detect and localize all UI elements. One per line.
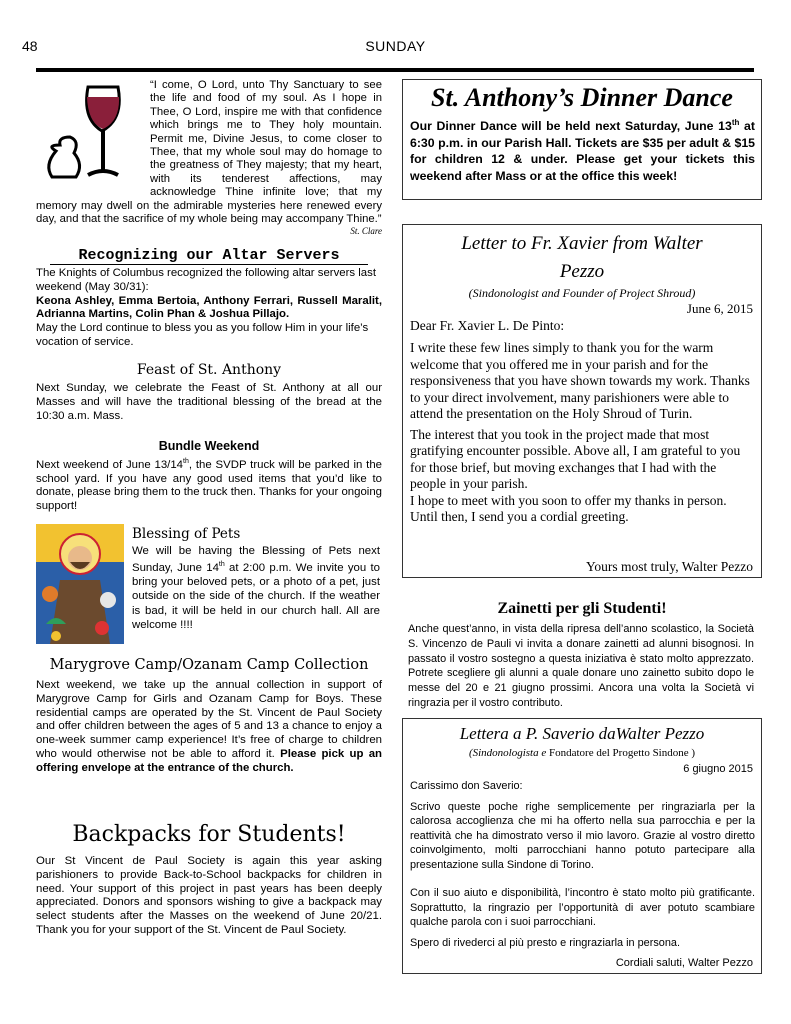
prayer-text: “I come, O Lord, unto Thy Sanctuary to see the life and food of my soul. As I hope in Thee, O Lord, inspire me with that confidence which brings me to They holy mountain. Permit me, Divine Jesus, to come closer to Thee, that my whole soul may do homage to the greatness of They majesty; that my heart, with its tenderest affections, may acknowledge Thine infinite love; that my memory may dwell on the admirable mysteries here renewed every day, and that the sacrifice of my whole being may accompany Thine.”: [36, 79, 382, 226]
letter-english-p1: I write these few lines simply to thank you for the warm welcome that you offered me in your parish and for the responsiveness that you have shown towards my work. Thanks to your direct involvement, many parishioners were able to attend the presentation on the Holy Shroud of Turin.: [410, 340, 750, 421]
altar-servers-body: [36, 267, 382, 350]
pets-heading: Blessing of Pets: [132, 526, 241, 542]
dinner-dance-text-b: at 6:30 p.m. in our Parish Hall. Tickets are $35 per adult & $15 for children 12 & under. Please get your tickets this weekend after Mass or at the office this week!: [410, 119, 755, 183]
letter-italian-box: [402, 718, 762, 974]
altar-servers-names: Keona Ashley, Emma Bertoia, Anthony Ferrari, Russell Maralit, Adrianna Martins, Colin Phan & Joshua Pillajo.: [36, 294, 382, 321]
saint-francis-illustration: [36, 524, 124, 644]
letter-english-title: Letter to Fr. Xavier from Walter Pezzo: [461, 233, 703, 282]
letter-english-body: [410, 340, 755, 526]
saint-francis-icon: [36, 524, 124, 644]
pets-body: [132, 544, 380, 632]
pets-text-a: We will be having the Blessing of Pets next Sunday, June 14: [132, 545, 380, 574]
letter-english-box: [402, 224, 762, 578]
letter-italian-date: 6 giugno 2015: [683, 763, 753, 775]
camp-heading: Marygrove Camp/Ozanam Camp Collection: [49, 657, 369, 673]
bundle-text-sup: th: [183, 458, 189, 465]
letter-english-subtitle: (Sindonologist and Founder of Project Shroud): [468, 286, 696, 300]
letter-italian-subtitle-plain: Fondatore del Progetto Sindone ): [549, 747, 696, 759]
camp-body: [36, 679, 382, 776]
header-rule: [36, 68, 754, 72]
letter-italian-title: Lettera a P. Saverio daWalter Pezzo: [459, 724, 705, 743]
dinner-dance-title: St. Anthony’s Dinner Dance: [431, 83, 733, 112]
chalice-icon: [36, 79, 148, 187]
letter-italian-salutation: Carissimo don Saverio:: [410, 780, 523, 792]
dinner-dance-box: [402, 79, 762, 200]
feast-body: Next Sunday, we celebrate the Feast of St. Anthony at all our Masses and will have the traditional blessing of the bread at the 10:30 a.m. Mass.: [36, 382, 382, 422]
bundle-text-a: Next weekend of June 13/14: [36, 458, 184, 471]
letter-english-closing: Yours most truly, Walter Pezzo: [585, 559, 753, 574]
altar-servers-closing: May the Lord continue to bless you as you follow Him in your life’s vocation of service.: [36, 322, 369, 348]
feast-heading: Feast of St. Anthony: [136, 362, 282, 378]
pets-text-sup: th: [218, 561, 225, 569]
letter-italian-subtitle-italic: (Sindonologista e: [468, 747, 549, 759]
letter-italian-closing: Cordiali saluti, Walter Pezzo: [615, 957, 753, 969]
zainetti-heading: Zainetti per gli Studenti!: [497, 600, 667, 617]
camp-text: Next weekend, we take up the annual collection in support of Marygrove Camp for Girls and Ozanam Camp for Boys. These residential camps are operated by the St. Vincent de Paul Society and offer children between the ages of 5 and 13 a chance to enjoy a one-week summer camp experience! It’s free of charge to children who would otherwise not be able to afford it.: [36, 679, 382, 760]
altar-servers-intro: The Knights of Columbus recognized the following altar servers last weekend (May 30/31):: [36, 267, 376, 293]
backpacks-heading: Backpacks for Students!: [72, 822, 346, 847]
prayer-block: [36, 79, 382, 237]
chalice-illustration: [36, 79, 150, 187]
letter-italian-p1: Scrivo queste poche righe semplicemente per ringraziarla per la calorosa accoglienza che mi ha offerto nella sua parrocchia e per la reattività che ha dimostrato verso il mio lavoro. Grazie al vostro diretto coinvolgimento, molti parrocchiani hanno potuto partecipare alla presentazione sulla Sindone di Torino.: [410, 800, 755, 871]
letter-english-p2: The interest that you took in the project made that most gratifying encounter possible. Above all, I am grateful to you for those brief, but moving exchanges that I had with the people in your parish.: [410, 426, 741, 491]
page-title: SUNDAY: [365, 38, 426, 54]
pets-text-b: at 2:00 p.m. We invite you to bring your beloved pets, or a photo of a pet, just outside on the side of the church. If the weather is bad, it will be held in our church hall. All are welcome !!!!: [132, 562, 380, 631]
dinner-dance-text-sup: th: [731, 118, 740, 127]
dinner-dance-text-a: Our Dinner Dance will be held next Saturday, June 13: [410, 119, 732, 134]
camp-text-bold: Please pick up an offering envelope at the entrance of the church.: [36, 747, 382, 774]
letter-english-p3: I hope to meet with you soon to offer my thanks in person. Until then, I send you a cordial greeting.: [410, 492, 727, 524]
letter-italian-subtitle: [403, 747, 761, 759]
backpacks-body: Our St Vincent de Paul Society is again this year asking parishioners to provide Back-to-School backpacks for children in need. Your support of this project in past years has been deeply appreciated. Donors and sponsors wishing to give a backpack may select students after the Masses on the weekend of June 20/21. Thank you for your support of the St. Vincent de Paul Society.: [36, 855, 382, 936]
dinner-dance-body: [410, 115, 755, 184]
letter-italian-body: [410, 779, 755, 950]
letter-italian-p2: Con il suo aiuto e disponibilità, l’incontro è stato molto più gratificante. Soprattutto, la ringrazio per l’opportunità di aver potuto scambiare qualche parola con i suoi parrocchiani.: [410, 887, 755, 928]
altar-servers-underline: [50, 264, 368, 265]
prayer-attribution: St. Clare: [350, 226, 382, 237]
zainetti-body: Anche quest’anno, in vista della ripresa dell’anno scolastico, la Società S. Vincenzo de Pauli vi invita a donare zainetti ad alunni bisognosi. In passato il vostro sostegno a questa iniziativa è stato molto apprezzato. Potrete scegliere gli alunni a quale donare uno zainetto subito dopo le messe del 20 e 21 giugno prossimi. Ancora una volta la Società vi ringrazia per il vostro contributo.: [408, 623, 754, 709]
bundle-body: [36, 455, 382, 514]
letter-italian-p3: Spero di rivederci al più presto e ringraziarla in persona.: [410, 936, 680, 949]
bundle-text-b: , the SVDP truck will be parked in the school yard. If you have any good used items that you’d like to donate, please bring them to the truck then. Thanks for your ongoing support!: [36, 458, 382, 513]
letter-english-date: June 6, 2015: [686, 301, 753, 316]
page-number: 48: [22, 38, 38, 54]
altar-servers-heading: Recognizing our Altar Servers: [78, 247, 340, 264]
bundle-heading: Bundle Weekend: [158, 439, 260, 453]
letter-english-salutation: Dear Fr. Xavier L. De Pinto:: [410, 318, 565, 333]
